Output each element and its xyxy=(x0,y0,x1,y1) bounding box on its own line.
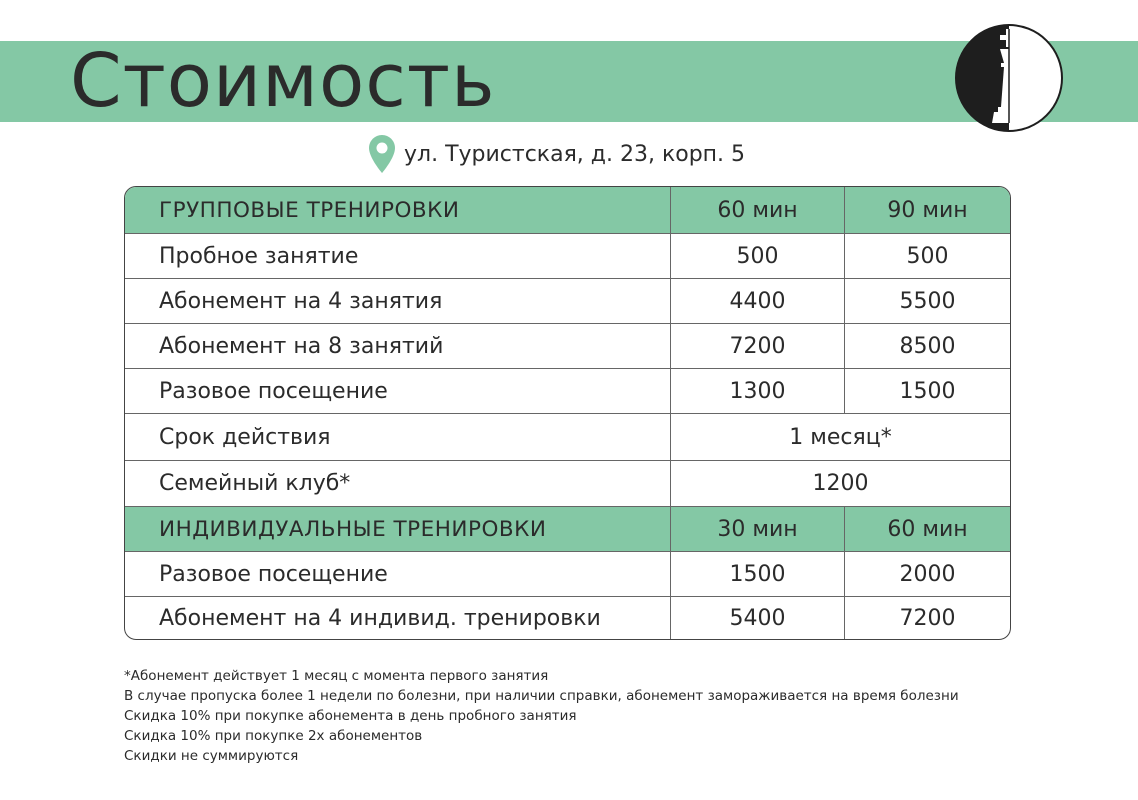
group-header-col-a: 60 мин xyxy=(670,187,844,233)
row-label: Абонемент на 4 занятия xyxy=(159,288,443,314)
price-b: 500 xyxy=(844,234,1010,278)
validity-label: Срок действия xyxy=(159,424,331,450)
row-label: Абонемент на 4 индивид. тренировки xyxy=(159,605,601,631)
address xyxy=(368,134,745,174)
price-a: 7200 xyxy=(670,324,844,368)
price-b: 2000 xyxy=(844,552,1010,596)
table-row xyxy=(125,551,1010,596)
group-header-label: ГРУППОВЫЕ ТРЕНИРОВКИ xyxy=(159,197,460,223)
row-label: Разовое посещение xyxy=(159,378,388,404)
footnote: Скидки не суммируются xyxy=(124,748,299,764)
validity-row xyxy=(125,413,1010,460)
row-label: Абонемент на 8 занятий xyxy=(159,333,444,359)
group-header-row xyxy=(125,187,1010,233)
price-b: 7200 xyxy=(844,597,1010,639)
price-table xyxy=(124,186,1011,640)
table-row xyxy=(125,278,1010,323)
footnotes xyxy=(124,666,959,766)
price-b: 8500 xyxy=(844,324,1010,368)
row-label: Разовое посещение xyxy=(159,561,388,587)
family-club-row xyxy=(125,460,1010,506)
table-row xyxy=(125,596,1010,639)
table-row xyxy=(125,233,1010,278)
price-b: 5500 xyxy=(844,279,1010,323)
family-club-value: 1200 xyxy=(670,461,1010,506)
validity-value: 1 месяц* xyxy=(670,414,1010,460)
individual-header-row xyxy=(125,506,1010,551)
row-label: Пробное занятие xyxy=(159,243,359,269)
family-club-label: Семейный клуб* xyxy=(159,471,351,496)
individual-header-label: ИНДИВИДУАЛЬНЫЕ ТРЕНИРОВКИ xyxy=(159,516,547,542)
table-row xyxy=(125,323,1010,368)
individual-header-col-a: 30 мин xyxy=(670,507,844,551)
footnote: В случае пропуска более 1 недели по болезни, при наличии справки, абонемент замораживается на время болезни xyxy=(124,688,959,704)
price-a: 500 xyxy=(670,234,844,278)
footnote: Скидка 10% при покупке 2х абонементов xyxy=(124,728,423,744)
group-header-col-b: 90 мин xyxy=(844,187,1010,233)
table-row xyxy=(125,368,1010,413)
location-pin-icon xyxy=(368,134,396,174)
chess-king-icon xyxy=(954,23,1064,133)
price-a: 4400 xyxy=(670,279,844,323)
price-a: 1300 xyxy=(670,369,844,413)
price-b: 1500 xyxy=(844,369,1010,413)
price-a: 1500 xyxy=(670,552,844,596)
individual-header-col-b: 60 мин xyxy=(844,507,1010,551)
price-a: 5400 xyxy=(670,597,844,639)
page-title: Стоимость xyxy=(70,38,496,124)
address-text: ул. Туристская, д. 23, корп. 5 xyxy=(404,141,746,167)
footnote: Скидка 10% при покупке абонемента в день пробного занятия xyxy=(124,708,577,724)
footnote: *Абонемент действует 1 месяц с момента первого занятия xyxy=(124,668,549,684)
